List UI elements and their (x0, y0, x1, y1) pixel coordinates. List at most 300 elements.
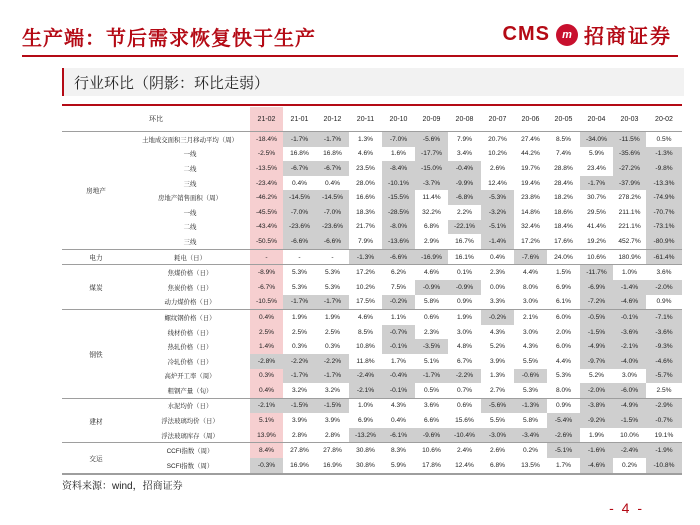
value-cell: 28.0% (356, 179, 375, 187)
indicator-label: 冷轧价格（日） (167, 358, 213, 366)
value-cell: -1.5% (613, 413, 646, 428)
value-cell: 32.4% (521, 223, 540, 231)
table-row (62, 458, 682, 473)
value-cell: 6.1% (547, 295, 580, 310)
value-cell: 7.9% (349, 234, 382, 249)
value-cell: -80.9% (646, 234, 682, 249)
value-cell: 24.0% (547, 249, 580, 265)
value-cell: 10.6% (580, 249, 613, 265)
value-cell: -3.2% (481, 205, 514, 220)
indicator-label: 土地成交面积三月移动平均（周） (142, 136, 238, 144)
table-header-row (62, 107, 682, 132)
value-cell: 3.3% (481, 295, 514, 310)
value-cell: 44.2% (521, 150, 540, 158)
value-cell: -3.4% (514, 428, 547, 443)
value-cell: -0.1% (382, 339, 415, 354)
header-divider (22, 55, 678, 57)
value-cell: 0.4% (250, 383, 283, 398)
category-label: 房地产 (62, 132, 130, 250)
value-cell: 2.9% (415, 234, 448, 249)
value-cell: 1.9% (456, 313, 473, 321)
value-cell: -35.6% (613, 147, 646, 162)
value-cell: 20.7% (488, 135, 507, 143)
value-cell: -0.7% (646, 413, 682, 428)
value-cell: -16.9% (415, 249, 448, 265)
value-cell: 6.0% (555, 313, 572, 321)
table-row (62, 249, 682, 265)
value-cell: -3.6% (613, 325, 646, 340)
value-cell: 7.4% (555, 150, 572, 158)
value-cell: 4.6% (357, 313, 374, 321)
indicator-label: 焦煤价格（日） (167, 270, 213, 278)
indicator-label: 水泥均价（日） (167, 403, 213, 411)
value-cell: -1.5% (580, 325, 613, 340)
value-cell: 3.2% (316, 383, 349, 398)
value-cell: -1.7% (580, 176, 613, 191)
value-cell: 3.9% (489, 357, 506, 365)
value-cell: -1.7% (316, 369, 349, 384)
value-cell: 3.4% (456, 150, 473, 158)
value-cell: -50.5% (250, 234, 283, 249)
category-label: 建材 (62, 398, 130, 443)
value-cell: -6.1% (382, 428, 415, 443)
value-cell: 0.5% (656, 135, 672, 143)
value-cell: -6.6% (382, 249, 415, 265)
indicator-label: 耗电（日） (130, 249, 250, 265)
table-row (62, 205, 682, 220)
value-cell: 16.7% (448, 234, 481, 249)
value-cell: 5.3% (291, 283, 308, 291)
value-cell: 41.4% (587, 223, 606, 231)
value-cell: -2.2% (316, 354, 349, 369)
value-cell: 13.9% (250, 428, 283, 443)
value-cell: 0.3% (291, 343, 308, 351)
value-cell: -2.4% (349, 369, 382, 384)
value-cell: 3.0% (522, 328, 539, 336)
value-cell: 2.0% (555, 328, 572, 336)
value-cell: -6.7% (283, 161, 316, 176)
value-cell: 27.8% (290, 447, 309, 455)
value-cell: -34.0% (580, 132, 613, 147)
value-cell: -15.0% (415, 161, 448, 176)
value-cell: 5.8% (415, 295, 448, 310)
column-header: 20-02 (646, 107, 682, 132)
value-cell: 6.8% (423, 223, 440, 231)
indicator-label: 热轧价格（日） (167, 344, 213, 352)
column-header: 20-03 (613, 107, 646, 132)
value-cell: 0.4% (324, 179, 341, 187)
value-cell: 19.2% (580, 234, 613, 249)
value-cell: 17.5% (349, 295, 382, 310)
value-cell: 0.9% (646, 295, 682, 310)
value-cell: 17.6% (547, 234, 580, 249)
value-cell: 5.5% (522, 357, 539, 365)
value-cell: 5.8% (522, 417, 539, 425)
value-cell: 3.0% (514, 295, 547, 310)
value-cell: -2.9% (646, 398, 682, 413)
value-cell: -6.8% (448, 190, 481, 205)
value-cell: 5.9% (588, 150, 605, 158)
value-cell: -5.1% (547, 443, 580, 458)
value-cell: 0.4% (291, 179, 308, 187)
value-cell: 1.6% (390, 150, 407, 158)
value-cell: -4.9% (613, 398, 646, 413)
value-cell: -0.5% (580, 310, 613, 325)
value-cell: 278.2% (618, 194, 641, 202)
value-cell: -6.6% (283, 234, 316, 249)
value-cell: -8.0% (382, 220, 415, 235)
value-cell: -17.7% (415, 147, 448, 162)
column-header: 20-07 (481, 107, 514, 132)
value-cell: -1.3% (646, 147, 682, 162)
column-header: 20-06 (514, 107, 547, 132)
value-cell: -1.4% (481, 234, 514, 249)
value-cell: 4.4% (522, 269, 539, 277)
value-cell: -14.5% (316, 190, 349, 205)
value-cell: 5.3% (291, 269, 308, 277)
value-cell: -11.5% (613, 132, 646, 147)
value-cell: 1.3% (489, 372, 506, 380)
value-cell: 221.1% (618, 223, 641, 231)
value-cell: 18.3% (356, 208, 375, 216)
value-cell: 452.7% (613, 234, 646, 249)
value-cell: 2.5% (250, 325, 283, 340)
value-cell: -2.4% (613, 443, 646, 458)
value-cell: 12.4% (488, 179, 507, 187)
table-row (62, 354, 682, 369)
value-cell: 16.8% (290, 150, 309, 158)
value-cell: 180.9% (613, 249, 646, 265)
column-header: 20-09 (415, 107, 448, 132)
value-cell: -6.0% (613, 383, 646, 398)
value-cell: -13.3% (646, 176, 682, 191)
value-cell: 0.6% (456, 402, 473, 410)
value-cell: 4.6% (423, 269, 440, 277)
value-cell: 30.8% (349, 458, 382, 473)
indicator-label: 一线 (183, 209, 197, 217)
value-cell: 28.4% (554, 179, 573, 187)
table-corner-label: 环比 (62, 107, 250, 132)
value-cell: 0.2% (613, 458, 646, 473)
value-cell: -1.3% (514, 398, 547, 413)
value-cell: 3.9% (291, 417, 308, 425)
value-cell: -1.4% (613, 280, 646, 295)
value-cell: 17.8% (415, 458, 448, 473)
table-row (62, 413, 682, 428)
column-header: 20-05 (547, 107, 580, 132)
value-cell: -5.3% (481, 190, 514, 205)
table-row (62, 443, 682, 458)
value-cell: -7.2% (580, 295, 613, 310)
value-cell: -23.6% (316, 220, 349, 235)
value-cell: 23.4% (587, 164, 606, 172)
value-cell: 0.4% (250, 310, 283, 325)
value-cell: 5.3% (324, 283, 341, 291)
value-cell: 1.3% (357, 135, 374, 143)
value-cell: 10.6% (422, 447, 441, 455)
value-cell: -1.5% (283, 398, 316, 413)
value-cell: 2.8% (316, 428, 349, 443)
value-cell: 2.5% (291, 328, 308, 336)
indicator-label: 线材价格（日） (167, 329, 213, 337)
value-cell: 1.5% (555, 269, 572, 277)
value-cell: -13.5% (250, 161, 283, 176)
value-cell: 1.9% (580, 428, 613, 443)
value-cell: 3.0% (621, 372, 638, 380)
value-cell: -1.7% (283, 295, 316, 310)
value-cell: 8.5% (357, 328, 374, 336)
value-cell: 8.4% (250, 443, 283, 458)
value-cell: 5.3% (555, 372, 572, 380)
indicator-label: 螺纹钢价格（日） (164, 314, 216, 322)
value-cell: 2.4% (456, 447, 473, 455)
value-cell: 5.5% (489, 417, 506, 425)
value-cell: -2.6% (547, 428, 580, 443)
logo-mark-icon: m (556, 24, 578, 46)
value-cell: -7.0% (283, 205, 316, 220)
value-cell: 4.3% (390, 402, 407, 410)
value-cell: 12.4% (448, 458, 481, 473)
value-cell: 2.5% (324, 328, 341, 336)
value-cell: -28.5% (382, 205, 415, 220)
value-cell: 0.0% (489, 283, 506, 291)
value-cell: -13.6% (382, 234, 415, 249)
value-cell: 1.7% (390, 357, 407, 365)
value-cell: -22.1% (448, 220, 481, 235)
value-cell: -1.7% (415, 369, 448, 384)
value-cell: -3.6% (646, 325, 682, 340)
value-cell: -8.9% (250, 265, 283, 280)
value-cell: 18.4% (554, 223, 573, 231)
value-cell: -0.6% (514, 369, 547, 384)
value-cell: -4.6% (646, 354, 682, 369)
value-cell: -9.9% (448, 176, 481, 191)
value-cell: 7.9% (456, 135, 473, 143)
logo-cn-text: 招商证券 (584, 26, 672, 48)
column-header: 20-10 (382, 107, 415, 132)
value-cell: -14.5% (283, 190, 316, 205)
value-cell: 18.6% (554, 208, 573, 216)
value-cell: - (316, 249, 349, 265)
value-cell: -23.4% (250, 176, 283, 191)
value-cell: -1.9% (646, 443, 682, 458)
value-cell: 23.8% (521, 194, 540, 202)
value-cell: 4.3% (489, 328, 506, 336)
value-cell: -4.6% (580, 458, 613, 473)
value-cell: - (283, 249, 316, 265)
value-cell: -2.2% (448, 369, 481, 384)
value-cell: 10.2% (356, 283, 375, 291)
indicator-label: 三线 (183, 180, 197, 188)
indicator-label: 三线 (130, 234, 250, 249)
value-cell: -45.5% (250, 205, 283, 220)
value-cell: -2.0% (580, 383, 613, 398)
table-row (62, 176, 682, 191)
mom-table (62, 107, 682, 474)
value-cell: -0.1% (613, 310, 646, 325)
value-cell: -11.7% (580, 265, 613, 280)
value-cell: 29.5% (587, 208, 606, 216)
value-cell: 2.6% (489, 447, 506, 455)
value-cell: 11.8% (356, 357, 375, 365)
value-cell: 0.4% (481, 249, 514, 265)
indicator-label: 二线 (183, 224, 197, 232)
value-cell: -2.1% (349, 383, 382, 398)
value-cell: 3.9% (324, 417, 341, 425)
value-cell: -4.0% (613, 354, 646, 369)
value-cell: -2.5% (250, 147, 283, 162)
category-label: 电力 (62, 249, 130, 265)
value-cell: 0.7% (448, 383, 481, 398)
value-cell: 6.9% (357, 417, 374, 425)
value-cell: 0.1% (456, 269, 473, 277)
table-row (62, 220, 682, 235)
value-cell: -5.6% (481, 398, 514, 413)
value-cell: -7.0% (382, 132, 415, 147)
column-header: 20-11 (349, 107, 382, 132)
page-title: 生产端：节后需求恢复快于生产 (22, 28, 316, 50)
table-row (62, 339, 682, 354)
value-cell: -2.1% (613, 339, 646, 354)
value-cell: -5.4% (547, 413, 580, 428)
indicator-label: 一线 (183, 151, 197, 159)
value-cell: 5.1% (423, 357, 440, 365)
value-cell: 14.8% (521, 208, 540, 216)
value-cell: -0.4% (448, 161, 481, 176)
value-cell: 5.3% (324, 269, 341, 277)
value-cell: -1.3% (349, 249, 382, 265)
table-row (62, 190, 682, 205)
value-cell: 18.2% (554, 194, 573, 202)
value-cell: 8.3% (390, 447, 407, 455)
indicator-label: 房地产销售面积（周） (158, 195, 222, 203)
value-cell: -7.1% (646, 310, 682, 325)
indicator-label: 浮法玻璃库存（周） (130, 428, 250, 443)
value-cell: -73.1% (646, 220, 682, 235)
subtitle-bar (62, 68, 684, 96)
value-cell: -9.7% (580, 354, 613, 369)
value-cell: 1.7% (547, 458, 580, 473)
value-cell: -6.7% (250, 280, 283, 295)
table-row (62, 325, 682, 340)
value-cell: 1.0% (357, 402, 374, 410)
value-cell: -5.7% (646, 369, 682, 384)
value-cell: -0.9% (448, 280, 481, 295)
value-cell: 27.8% (323, 447, 342, 455)
value-cell: -74.9% (646, 190, 682, 205)
value-cell: 2.5% (646, 383, 682, 398)
indicator-label: 粗钢产量（旬） (130, 383, 250, 398)
value-cell: 5.1% (250, 413, 283, 428)
column-header: 20-08 (448, 107, 481, 132)
value-cell: 28.8% (554, 164, 573, 172)
value-cell: -4.9% (580, 339, 613, 354)
value-cell: -1.7% (316, 295, 349, 310)
value-cell: 2.8% (283, 428, 316, 443)
page-number: - 4 - (609, 500, 644, 516)
value-cell: 4.4% (555, 357, 572, 365)
value-cell: 8.0% (522, 283, 539, 291)
value-cell: 21.7% (356, 223, 375, 231)
value-cell: -1.7% (316, 132, 349, 147)
value-cell: 30.7% (587, 194, 606, 202)
table-row (62, 280, 682, 295)
value-cell: -1.7% (283, 369, 316, 384)
indicator-label: 动力煤价格（日） (130, 295, 250, 310)
value-cell: 8.5% (555, 135, 572, 143)
value-cell: -0.2% (382, 295, 415, 310)
value-cell: 0.3% (250, 369, 283, 384)
value-cell: -4.6% (613, 295, 646, 310)
value-cell: 3.6% (656, 269, 672, 277)
value-cell: -5.1% (481, 220, 514, 235)
brand-logo (503, 20, 672, 49)
value-cell: 5.2% (588, 372, 605, 380)
value-cell: -43.4% (250, 220, 283, 235)
value-cell: 0.2% (522, 447, 539, 455)
value-cell: -2.8% (250, 354, 283, 369)
table-row (62, 295, 682, 310)
value-cell: -10.1% (382, 176, 415, 191)
value-cell: -70.7% (646, 205, 682, 220)
value-cell: 0.9% (448, 295, 481, 310)
value-cell: 1.4% (250, 339, 283, 354)
section-subtitle: 行业环比（阴影：环比走弱） (74, 75, 270, 92)
value-cell: 10.2% (488, 150, 507, 158)
value-cell: 6.2% (390, 269, 407, 277)
value-cell: 32.2% (422, 208, 441, 216)
value-cell: -0.4% (382, 369, 415, 384)
indicator-label: 二线 (183, 165, 197, 173)
value-cell: 19.4% (521, 179, 540, 187)
table-top-rule (62, 104, 682, 106)
value-cell: 8.0% (547, 383, 580, 398)
value-cell: 17.2% (514, 234, 547, 249)
value-cell: 1.9% (324, 313, 341, 321)
indicator-label: 焦炭价格（日） (167, 284, 213, 292)
value-cell: 16.8% (323, 150, 342, 158)
value-cell: -3.5% (415, 339, 448, 354)
value-cell: -3.8% (580, 398, 613, 413)
value-cell: 16.6% (356, 194, 375, 202)
value-cell: 23.5% (356, 164, 375, 172)
value-cell: -0.2% (481, 310, 514, 325)
value-cell: -10.4% (448, 428, 481, 443)
value-cell: -0.3% (250, 458, 283, 473)
value-cell: 2.3% (423, 328, 440, 336)
value-cell: -7.6% (514, 249, 547, 265)
value-cell: -2.0% (646, 280, 682, 295)
value-cell: -0.9% (415, 280, 448, 295)
table-row (62, 310, 682, 325)
column-header: 20-12 (316, 107, 349, 132)
value-cell: 17.2% (356, 269, 375, 277)
value-cell: -1.7% (283, 132, 316, 147)
table-row (62, 234, 682, 249)
value-cell: 10.8% (356, 343, 375, 351)
table-row (62, 265, 682, 280)
table-row (62, 147, 682, 162)
table-row (62, 398, 682, 413)
value-cell: -6.9% (580, 280, 613, 295)
value-cell: 2.3% (489, 269, 506, 277)
value-cell: -61.4% (646, 249, 682, 265)
value-cell: 5.3% (514, 383, 547, 398)
value-cell: 211.1% (618, 208, 641, 216)
value-cell: 15.6% (455, 417, 474, 425)
table-bottom-rule (62, 474, 682, 475)
value-cell: 0.4% (390, 417, 407, 425)
